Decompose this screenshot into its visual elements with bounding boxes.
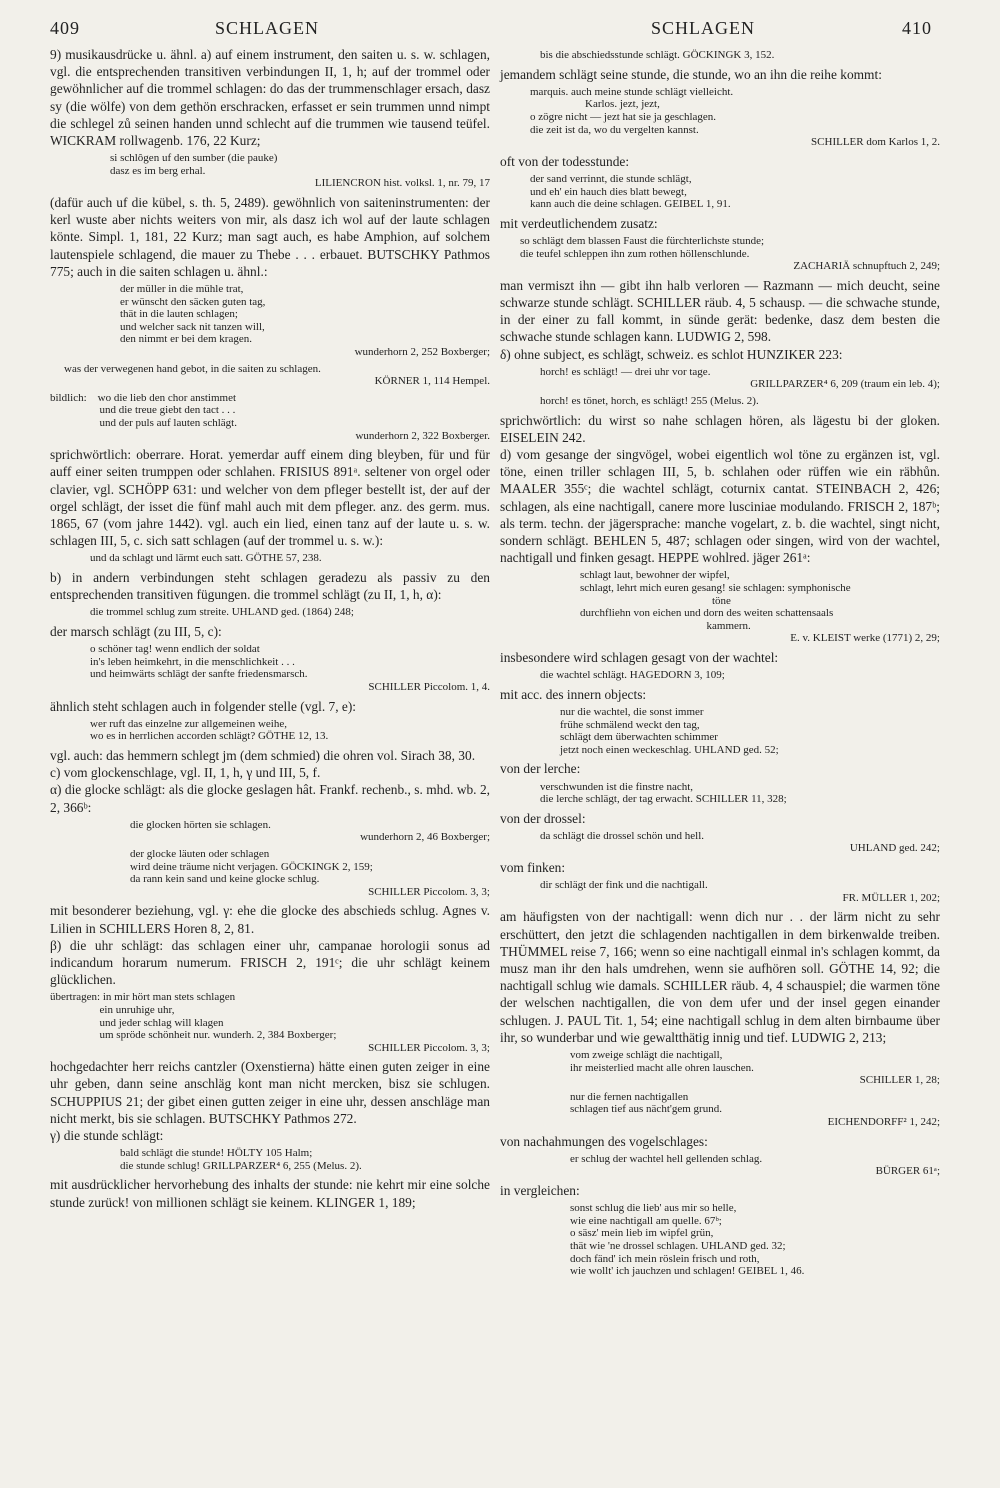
quotation xyxy=(50,848,490,898)
entry-paragraph: sprichwörtlich: oberrare. Horat. yemerdar auff einem ding bleyben, für und für auff einer seiten trumppen oder schlahen. FRISIUS 891ᵃ. seltener von orgel oder clavier, vgl. SCHÖPP 631: und welcher von dem pfleger bestellt ist, der auf der orgel schlägt, der isset die fünf mahl auch mit dem pfleger. anz. des germ. mus. 1865, 67 (vom jahre 1442). vgl. auch ein lied, einen tanz auf der laute u. s. w. schlagen III, 5, c. sich satt schlagen (auf der trommel u. s. w.): xyxy=(50,447,490,549)
entry-paragraph: vom finken: xyxy=(500,860,566,876)
quote-line: wo es in herrlichen accorden schlägt? GÖTHE 12, 13. xyxy=(90,730,329,743)
quote-line: bildlich: wo die lieb den chor anstimmet xyxy=(50,391,237,404)
quote-source: ZACHARIÄ schnupftuch 2, 249; xyxy=(793,260,940,273)
entry-paragraph: von der lerche: xyxy=(500,761,581,777)
quote-line: o säsz' mein lieb im wipfel grün, xyxy=(570,1227,714,1240)
quotation xyxy=(500,1202,940,1278)
entry-paragraph: man vermiszt ihn — gibt ihn halb verloren — Razmann — mich deucht, seine schwarze stunde schlägt. SCHILLER räub. 4, 5 schausp. — die schwache stunde, in der einer zu fall kommt, in sünde gerät: bedenke, dasz dem besten die schwache stunde schlagen kann. LUDWIG 2, 598. xyxy=(500,277,940,345)
quotation xyxy=(500,1049,940,1087)
quote-line: wie eine nachtigall am quelle. 67ᵇ; xyxy=(570,1214,722,1227)
quote-line: was der verwegenen hand gebot, in die saiten zu schlagen. xyxy=(64,362,321,375)
entry-paragraph: (dafür auch uf die kübel, s. th. 5, 2489). gewöhnlich von saiteninstrumenten: der kerl wuste aber nichts weiters von mir, als dasz ich wol auf der laute schlagen könte. Simpl. 1, 181, 22 Kurz; man sagt auch, es habe Amphion, auf solchem lautenspiele schlagend, die mauer zu Thebe . . . erbauet. BUTSCHKY Pathmos 775; auch in die saiten schlagen u. ähnl.: xyxy=(50,195,490,279)
quote-line: dasz es im berg erhal. xyxy=(110,164,206,177)
entry-paragraph: δ) ohne subject, es schlägt, schweiz. es schlot HUNZIKER 223: xyxy=(500,346,843,362)
entry-paragraph: mit ausdrücklicher hervorhebung des inhalts der stunde: nie kehrt mir eine solche stunde zurück! von millionen schlägt sie keinem. KLINGER 1, 189; xyxy=(50,1177,490,1210)
quotation xyxy=(500,1091,940,1129)
quote-source: EICHENDORFF² 1, 242; xyxy=(827,1116,940,1129)
quote-line: der glocke läuten oder schlagen xyxy=(130,847,270,860)
quote-source: SCHILLER Piccolom. 3, 3; xyxy=(368,885,490,898)
entry-paragraph: am häufigsten von der nachtigall: wenn dich nur . . der lärm nicht zu sehr erschüttert, den jetzt die schlagenden nachtigallen in dem birkenwalde treiben. THÜMMEL reise 7, 166; wenn so eine nachtigall einmal in's schlagen kommt, da musz man ihr den hals umdrehen, wenn sie aufhören soll. GÖTHE 14, 92; die nachtigall schlug wie damals. SCHILLER räub. 4, 4 schauspiel; die warmen töne der welschen nachtigallen, die von dem ufer und der insel gegen einander schlugen. J. PAUL Tit. 1, 54; eine nachtigall schlug in dem alten birnbaume über ihr, so wunderbar und wie gewaltthätig innig und tief. LUDWIG 2, 213; xyxy=(500,909,940,1045)
quote-line: kann auch die deine schlagen. GEIBEL 1, 91. xyxy=(530,198,731,211)
quotation xyxy=(500,569,940,645)
entry-paragraph: von nachahmungen des vogelschlages: xyxy=(500,1133,708,1149)
entry-paragraph: mit verdeutlichendem zusatz: xyxy=(500,215,658,231)
quote-line: bis die abschiedsstunde schlägt. GÖCKINGK 3, 152. xyxy=(540,49,775,61)
quotation xyxy=(500,669,940,682)
entry-paragraph: sprichwörtlich: du wirst so nahe schlagen hören, als lägestu bi der gloken. EISELEIN 242. xyxy=(500,412,940,445)
entry-paragraph: mit besonderer beziehung, vgl. γ: ehe die glocke des abschieds schlug. Agnes v. Lilien in SCHILLERS Horen 8, 2, 81. xyxy=(50,903,490,936)
quote-line: die lerche schlägt, der tag erwacht. SCHILLER 11, 328; xyxy=(540,793,787,806)
quote-line: in's leben heimkehrt, in die menschlichkeit . . . xyxy=(90,655,295,668)
quote-line: dir schlägt der fink und die nachtigall. xyxy=(540,879,708,892)
quote-line: marquis. auch meine stunde schlägt vielleicht. xyxy=(530,85,734,98)
entry-paragraph: oft von der todesstunde: xyxy=(500,153,630,169)
quote-line: schlägt dem überwachten schimmer xyxy=(560,731,718,744)
quote-line: wird deine träume nicht verjagen. GÖCKINGK 2, 159; xyxy=(130,860,373,873)
quote-line: die trommel schlug zum streite. UHLAND ged. (1864) 248; xyxy=(90,606,354,619)
quote-line: doch fänd' ich mein röslein frisch und roth, xyxy=(570,1252,760,1265)
quote-line: wer ruft das einzelne zur allgemeinen weihe, xyxy=(90,717,287,730)
quote-line: vom zweige schlägt die nachtigall, xyxy=(570,1049,723,1062)
left-column xyxy=(50,46,490,1211)
entry-paragraph: γ) die stunde schlägt: xyxy=(50,1128,164,1144)
quote-line: töne xyxy=(580,594,731,607)
quote-source: SCHILLER Piccolom. 3, 3; xyxy=(368,1041,490,1054)
quotation xyxy=(50,819,490,844)
quote-line: ihr meisterlied macht alle ohren lauschen. xyxy=(570,1061,754,1074)
quote-line: thät wie 'ne drossel schlagen. UHLAND ged. 32; xyxy=(570,1240,786,1253)
quote-line: wie wollt' ich jauchzen und schlagen! GEIBEL 1, 46. xyxy=(570,1265,805,1278)
quote-line: o schöner tag! wenn endlich der soldat xyxy=(90,643,260,656)
running-head-right: SCHLAGEN xyxy=(651,18,756,38)
quote-line: kammern. xyxy=(580,619,751,632)
quote-line: ein unruhige uhr, xyxy=(50,1003,175,1016)
quote-line: nur die wachtel, die sonst immer xyxy=(560,705,704,718)
quotation xyxy=(50,283,490,359)
quote-line: sonst schlug die lieb' aus mir so helle, xyxy=(570,1202,737,1215)
quote-line: die glocken hörten sie schlagen. xyxy=(130,818,271,831)
quotation xyxy=(50,643,490,693)
quote-line: nur die fernen nachtigallen xyxy=(570,1090,689,1103)
quote-line: horch! es tönet, horch, es schlägt! 255 (Melus. 2). xyxy=(540,394,759,407)
quote-line: der müller in die mühle trat, xyxy=(120,283,244,296)
quote-line: und heimwärts schlägt der sanfte friedensmarsch. xyxy=(90,668,308,681)
entry-paragraph: 9) musikausdrücke u. ähnl. a) auf einem instrument, den saiten u. s. w. schlagen, vgl. die entsprechenden transitiven verbindungen II, 1, h; auf der trommel oder gewöhnlicher auf die trommel schlagen: do das der trummenschlager ersach, dasz sy (die wölfe) von dem gethön erschracken, erfasset er sein trummen unnd nimpt die schlegel zů seinen handen unnd schlecht auf die trummen wie tausend teüfel. WICKRAM rollwagenb. 176, 22 Kurz; xyxy=(50,47,490,149)
page-number-left: 409 xyxy=(50,18,80,38)
quotation xyxy=(50,363,490,388)
quote-source: SCHILLER 1, 28; xyxy=(859,1074,940,1087)
right-column xyxy=(500,46,940,1282)
entry-paragraph: d) vom gesange der singvögel, wobei eigentlich wol töne zu ergänzen ist, vgl. töne, einen triller schlagen III, 5, b. schlahen oder rüffen wie ein räbhůn. MAALER 355ᶜ; die wachtel schlägt, coturnix cantat. STEINBACH 2, 426; schlagen, als eine nachtigall, canere more lusciniae modulando. FRISCH 2, 187ᵇ; als term. techn. der jägersprache: manche vogelart, z. b. die wachtel, singt nicht, sondern schlägt. BEHLEN 5, 487; schlagen oder singen, wird von der wachtel, nachtigall und finken gesagt. HEPPE wohlred. jäger 261ᵃ: xyxy=(500,446,940,566)
quote-line: um spröde schönheit nur. wunderh. 2, 384 Boxberger; xyxy=(50,1029,337,1042)
quotation xyxy=(500,879,940,904)
entry-paragraph: c) vom glockenschlage, vgl. II, 1, h, γ und III, 5, f. xyxy=(50,765,321,781)
quote-line: si schlôgen uf den sumber (die pauke) xyxy=(110,152,278,165)
quotation xyxy=(50,392,490,442)
entry-paragraph: α) die glocke schlägt: als die glocke geslagen hât. Frankf. rechenb., s. mhd. wb. 2, 2, 366ᵇ: xyxy=(50,782,490,815)
page-number-right: 410 xyxy=(902,18,932,38)
quote-source: KÖRNER 1, 114 Hempel. xyxy=(374,375,490,388)
quote-line: jetzt noch einen weckeschlag. UHLAND ged. 52; xyxy=(560,743,779,756)
quote-line: die wachtel schlägt. HAGEDORN 3, 109; xyxy=(540,669,725,682)
entry-paragraph: ähnlich steht schlagen auch in folgender stelle (vgl. 7, e): xyxy=(50,698,357,714)
quote-line: die stunde schlug! GRILLPARZER⁴ 6, 255 (Melus. 2). xyxy=(120,1159,362,1172)
quote-line: der sand verrinnt, die stunde schlägt, xyxy=(530,172,692,185)
entry-paragraph: vgl. auch: das hemmern schlegt jm (dem schmied) die ohren vol. Sirach 38, 30. xyxy=(50,747,476,763)
entry-paragraph: in vergleichen: xyxy=(500,1183,580,1199)
entry-paragraph: hochgedachter herr reichs cantzler (Oxenstierna) hätte einen guten zeiger in eine uhr geben, dann seine anschläg kont man nicht mercken, bisz sie schlugen. SCHUPPIUS 21; der gibet einen gutten zeiger in eine uhr, dessen anschläge man nicht merkt, bis sie schlagen. BUTSCHKY Pathmos 272. xyxy=(50,1059,490,1126)
quote-line: und jeder schlag will klagen xyxy=(50,1016,224,1029)
quote-line: und eh' ein hauch dies blatt bewegt, xyxy=(530,185,687,198)
quote-line: und der puls auf lauten schlägt. xyxy=(50,416,237,429)
quote-line: durchfliehn von eichen und dorn des weiten schattensaals xyxy=(580,607,834,620)
quotation xyxy=(500,49,940,62)
quote-line: und da schlagt und lärmt euch satt. GÖTHE 57, 238. xyxy=(90,552,322,565)
quotation xyxy=(500,781,940,806)
quotation xyxy=(500,830,940,855)
quote-line: thät in die lauten schlagen; xyxy=(120,308,238,321)
quote-source: wunderhorn 2, 322 Boxberger. xyxy=(355,429,490,442)
quote-source: wunderhorn 2, 46 Boxberger; xyxy=(360,831,490,844)
quotation xyxy=(50,991,490,1054)
quote-line: übertragen: in mir hört man stets schlagen xyxy=(50,991,236,1004)
quote-source: SCHILLER Piccolom. 1, 4. xyxy=(368,680,490,693)
quote-line: Karlos. jezt, jezt, xyxy=(530,98,660,111)
running-head-left: SCHLAGEN xyxy=(215,18,320,38)
quotation xyxy=(50,606,490,619)
quote-line: und welcher sack nit tanzen will, xyxy=(120,320,265,333)
quotation xyxy=(500,395,940,408)
quote-line: horch! es schlägt! — drei uhr vor tage. xyxy=(540,365,711,378)
quote-line: frühe schmälend weckt den tag, xyxy=(560,718,700,731)
quote-line: und die treue giebt den tact . . . xyxy=(50,404,236,417)
quote-line: er wünscht den säcken guten tag, xyxy=(120,295,266,308)
quote-line: die zeit ist da, wo du vergelten kannst. xyxy=(530,123,699,136)
quote-source: wunderhorn 2, 252 Boxberger; xyxy=(354,345,490,358)
quote-line: schlagt, lehrt mich euren gesang! sie schlagen: symphonische xyxy=(580,581,851,594)
quote-source: BÜRGER 61ᵃ; xyxy=(875,1165,940,1178)
quote-source: FR. MÜLLER 1, 202; xyxy=(842,891,940,904)
quote-line: bald schlägt die stunde! HÖLTY 105 Halm; xyxy=(120,1147,313,1160)
quote-line: o zögre nicht — jezt hat sie ja geschlagen. xyxy=(530,110,717,123)
quote-line: da schlägt die drossel schön und hell. xyxy=(540,829,705,842)
quote-source: LILIENCRON hist. volksl. 1, nr. 79, 17 xyxy=(314,177,490,190)
quotation xyxy=(50,552,490,565)
quote-line: die teufel schleppen ihn zum rothen höllenschlunde. xyxy=(520,247,750,260)
quotation xyxy=(500,173,940,211)
quote-source: UHLAND ged. 242; xyxy=(849,842,940,855)
entry-paragraph: mit acc. des innern objects: xyxy=(500,686,647,702)
quote-line: verschwunden ist die finstre nacht, xyxy=(540,780,694,793)
quote-source: GRILLPARZER⁴ 6, 209 (traum ein leb. 4); xyxy=(750,378,940,391)
quote-line: schlagt laut, bewohner der wipfel, xyxy=(580,569,730,582)
entry-paragraph: von der drossel: xyxy=(500,810,586,826)
quote-line: den nimmt er bei dem kragen. xyxy=(120,333,252,346)
quote-line: da rann kein sand und keine glocke schlug. xyxy=(130,873,320,886)
entry-paragraph: b) in andern verbindungen steht schlagen geradezu als passiv zu den entsprechenden transitiven fügungen. die trommel schlägt (zu II, 1, h, α): xyxy=(50,569,490,603)
quotation xyxy=(500,366,940,391)
quote-line: schlagen tief aus nächt'gem grund. xyxy=(570,1103,722,1116)
quotation xyxy=(50,718,490,743)
quotation xyxy=(50,152,490,190)
quotation xyxy=(500,235,940,273)
quote-source: E. v. KLEIST werke (1771) 2, 29; xyxy=(790,632,940,645)
quotation xyxy=(500,1153,940,1178)
entry-paragraph: β) die uhr schlägt: das schlagen einer uhr, campanae horologii sonus ad indicandum horarum numerum. FRISCH 2, 191ᶜ; die uhr schlägt keinem glücklichen. xyxy=(50,937,490,988)
quote-source: SCHILLER dom Karlos 1, 2. xyxy=(811,136,940,149)
entry-paragraph: der marsch schlägt (zu III, 5, c): xyxy=(50,623,222,639)
entry-paragraph: jemandem schlägt seine stunde, die stunde, wo an ihn die reihe kommt: xyxy=(500,66,882,82)
quotation xyxy=(50,1147,490,1172)
quote-line: er schlug der wachtel hell gellenden schlag. xyxy=(570,1152,763,1165)
quotation xyxy=(500,706,940,756)
quotation xyxy=(500,86,940,149)
quote-line: so schlägt dem blassen Faust die fürchterlichste stunde; xyxy=(520,234,765,247)
entry-paragraph: insbesondere wird schlagen gesagt von der wachtel: xyxy=(500,649,779,665)
